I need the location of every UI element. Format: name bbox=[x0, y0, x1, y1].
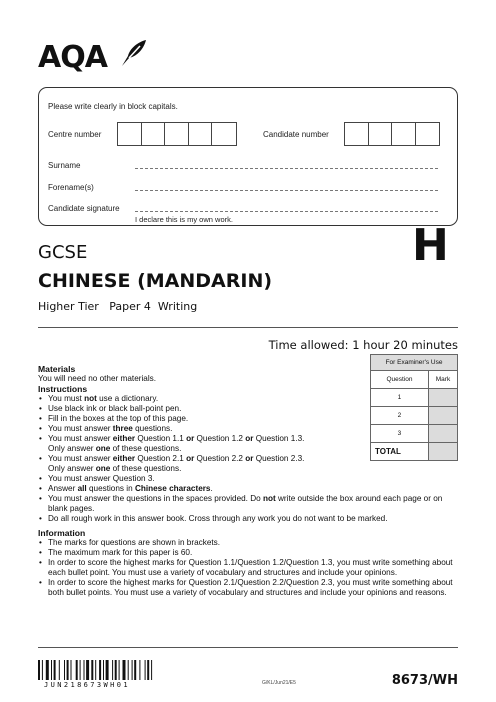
candidate-number-label: Candidate number bbox=[263, 130, 329, 139]
barcode-bar bbox=[86, 660, 89, 680]
barcode-bar bbox=[119, 660, 120, 680]
centre-digit-box[interactable] bbox=[212, 123, 236, 145]
centre-digit-box[interactable] bbox=[118, 123, 142, 145]
barcode-bar bbox=[80, 660, 81, 680]
logo-text: AQA bbox=[38, 40, 107, 75]
barcode-bar bbox=[106, 660, 109, 680]
paper-code: 8673/WH bbox=[391, 673, 458, 688]
mark-col-header: Mark bbox=[428, 371, 457, 389]
surname-label: Surname bbox=[48, 161, 81, 170]
centre-number-boxes[interactable] bbox=[117, 122, 237, 146]
barcode-bar bbox=[76, 660, 78, 680]
list-item: • Do all rough work in this answer book. Cross through any work you do not want to be marked. bbox=[38, 514, 458, 524]
information-heading: Information bbox=[38, 528, 86, 538]
list-item: • In order to score the highest marks for Question 1.1/Question 1.2/Question 1.3, you must write something about each bullet point. You must use a variety of vocabulary and structures and include your opinions. bbox=[38, 558, 458, 578]
barcode-bar bbox=[38, 660, 40, 680]
list-item: • In order to score the highest marks for Question 2.1/Question 2.2/Question 2.3, you must write something about both bullet points. You must use a variety of vocabulary and structures and include your opinions and reasons. bbox=[38, 578, 458, 598]
candidate-details-box bbox=[38, 87, 458, 226]
barcode-bar bbox=[91, 660, 93, 680]
time-allowed: Time allowed: 1 hour 20 minutes bbox=[268, 338, 458, 352]
tier-letter: H bbox=[412, 220, 449, 271]
barcode-bar bbox=[67, 660, 69, 680]
barcode-bar bbox=[46, 660, 49, 680]
barcode-bar bbox=[71, 660, 72, 680]
question-number: 3 bbox=[371, 425, 429, 443]
information-list bbox=[38, 538, 458, 598]
divider bbox=[38, 327, 458, 328]
barcode-bar bbox=[145, 660, 146, 680]
barcode-bar bbox=[134, 660, 136, 680]
list-item: • The maximum mark for this paper is 60. bbox=[38, 548, 458, 558]
barcode-bar bbox=[51, 660, 52, 680]
list-item: • The marks for questions are shown in brackets. bbox=[38, 538, 458, 548]
list-item: • You must answer Question 3. bbox=[38, 474, 458, 484]
barcode-bar bbox=[147, 660, 149, 680]
qualification-level: GCSE bbox=[38, 242, 88, 263]
barcode-bar bbox=[84, 660, 85, 680]
list-item: • Fill in the boxes at the top of this page. bbox=[38, 414, 368, 424]
candidate-digit-box[interactable] bbox=[416, 123, 440, 145]
barcode-bar bbox=[99, 660, 101, 680]
examiner-table-title: For Examiner's Use bbox=[371, 355, 458, 371]
materials-heading: Materials bbox=[38, 364, 76, 374]
footer-divider bbox=[38, 647, 458, 648]
barcode-bar bbox=[132, 660, 133, 680]
declaration-text: I declare this is my own work. bbox=[135, 215, 233, 224]
forename-label: Forename(s) bbox=[48, 183, 94, 192]
tier-paper-line: Higher Tier Paper 4 Writing bbox=[38, 300, 198, 313]
forename-line[interactable] bbox=[135, 190, 438, 191]
list-item: • You must answer three questions. bbox=[38, 424, 368, 434]
instructions-list bbox=[38, 394, 458, 524]
barcode-bar bbox=[64, 660, 65, 680]
question-number: 1 bbox=[371, 389, 429, 407]
list-item: • You must answer either Question 2.1 or Question 2.2 or Question 2.3. Only answer one of these questions. bbox=[38, 454, 368, 474]
barcode-bar bbox=[103, 660, 104, 680]
barcode-bar bbox=[139, 660, 140, 680]
leaf-icon bbox=[120, 38, 148, 68]
block-capitals-note: Please write clearly in block capitals. bbox=[48, 102, 178, 111]
candidate-number-boxes[interactable] bbox=[344, 122, 440, 146]
candidate-digit-box[interactable] bbox=[345, 123, 369, 145]
barcode-bar bbox=[112, 660, 113, 680]
list-item: • You must answer either Question 1.1 or Question 1.2 or Question 1.3. Only answer one of these questions. bbox=[38, 434, 368, 454]
signature-label: Candidate signature bbox=[48, 204, 120, 213]
surname-line[interactable] bbox=[135, 168, 438, 169]
list-item: • You must not use a dictionary. bbox=[38, 394, 368, 404]
signature-line[interactable] bbox=[135, 211, 438, 212]
barcode-bar bbox=[123, 660, 126, 680]
instructions-heading: Instructions bbox=[38, 384, 88, 394]
candidate-digit-box[interactable] bbox=[369, 123, 393, 145]
centre-digit-box[interactable] bbox=[189, 123, 213, 145]
barcode-bar bbox=[59, 660, 60, 680]
aqa-logo bbox=[38, 38, 150, 78]
centre-number-label: Centre number bbox=[48, 130, 102, 139]
materials-text: You will need no other materials. bbox=[38, 374, 157, 383]
question-col-header: Question bbox=[371, 371, 429, 389]
barcode-digits: JUN218673WH01 bbox=[44, 681, 130, 689]
barcode-bar bbox=[151, 660, 152, 680]
subject-title: CHINESE (MANDARIN) bbox=[38, 270, 273, 292]
centre-digit-box[interactable] bbox=[142, 123, 166, 145]
barcode-bar bbox=[42, 660, 43, 680]
question-number: 2 bbox=[371, 407, 429, 425]
list-item: • You must answer the questions in the spaces provided. Do not write outside the box around each page or on blank pages. bbox=[38, 494, 458, 514]
candidate-digit-box[interactable] bbox=[392, 123, 416, 145]
list-item: • Use black ink or black ball-point pen. bbox=[38, 404, 368, 414]
barcode bbox=[38, 660, 188, 680]
centre-digit-box[interactable] bbox=[165, 123, 189, 145]
barcode-bar bbox=[128, 660, 129, 680]
list-item: • Answer all questions in Chinese characters. bbox=[38, 484, 458, 494]
barcode-bar bbox=[95, 660, 96, 680]
barcode-bar bbox=[54, 660, 56, 680]
total-label: TOTAL bbox=[371, 443, 429, 461]
barcode-bar bbox=[115, 660, 117, 680]
instructions-section bbox=[38, 364, 458, 598]
paper-reference: G/KL/Jun21/E5 bbox=[262, 680, 296, 686]
